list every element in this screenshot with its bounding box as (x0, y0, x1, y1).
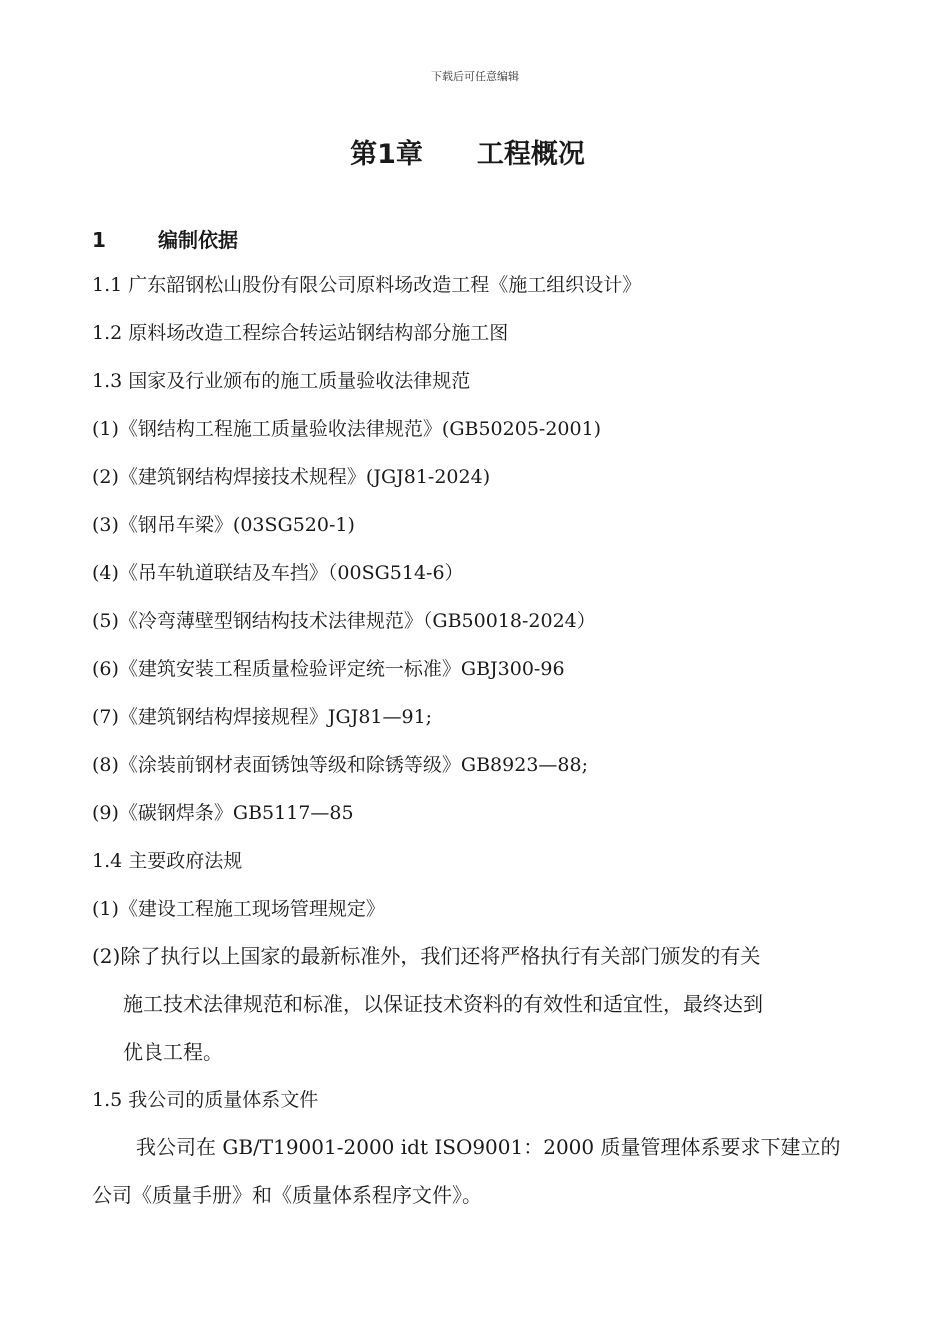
section-number: 1 (92, 228, 106, 252)
header-note: 下载后可任意编辑 (431, 70, 519, 83)
list-item: (9)《碳钢焊条》GB5117—85 (92, 802, 354, 824)
list-item: 1.2 原料场改造工程综合转运站钢结构部分施工图 (92, 322, 509, 344)
quality-paragraph (92, 1132, 867, 1228)
section-title-text: 编制依据 (158, 228, 238, 252)
list-item: (8)《涂装前钢材表面锈蚀等级和除锈等级》GB8923—88; (92, 754, 588, 776)
paragraph-line: 施工技术法律规范和标准，以保证技术资料的有效性和适宜性，最终达到 (123, 992, 763, 1016)
paragraph-line: 优良工程。 (123, 1040, 223, 1064)
paragraph-line: (2)除了执行以上国家的最新标准外，我们还将严格执行有关部门颁发的有关 (92, 944, 761, 968)
list-item: (2)《建筑钢结构焊接技术规程》(JGJ81-2024) (92, 466, 491, 488)
list-item: (6)《建筑安装工程质量检验评定统一标准》GBJ300-96 (92, 658, 565, 680)
list-item: (1)《钢结构工程施工质量验收法律规范》(GB50205-2001) (92, 418, 602, 440)
item2-paragraph (92, 941, 867, 1085)
section-heading (92, 224, 238, 253)
list-item: 1.4 主要政府法规 (92, 850, 243, 872)
list-item: 1.5 我公司的质量体系文件 (92, 1089, 319, 1111)
chapter-title: 第1章 工程概况 (350, 139, 585, 170)
list-item: (7)《建筑钢结构焊接规程》JGJ81—91; (92, 706, 433, 728)
paragraph-line: 我公司在 GB/T19001-2000 idt ISO9001：2000 质量管理体系要求下建立的 (136, 1135, 841, 1159)
list-item: (3)《钢吊车梁》(03SG520-1) (92, 514, 355, 536)
paragraph-line: 公司《质量手册》和《质量体系程序文件》。 (92, 1183, 482, 1207)
list-item: 1.1 广东韶钢松山股份有限公司原料场改造工程《施工组织设计》 (92, 274, 642, 296)
list-item: (4)《吊车轨道联结及车挡》（00SG514-6） (92, 562, 464, 584)
list-item: 1.3 国家及行业颁布的施工质量验收法律规范 (92, 370, 471, 392)
list-item: (1)《建设工程施工现场管理规定》 (92, 898, 385, 920)
list-item: (5)《冷弯薄壁型钢结构技术法律规范》（GB50018-2024） (92, 610, 596, 632)
